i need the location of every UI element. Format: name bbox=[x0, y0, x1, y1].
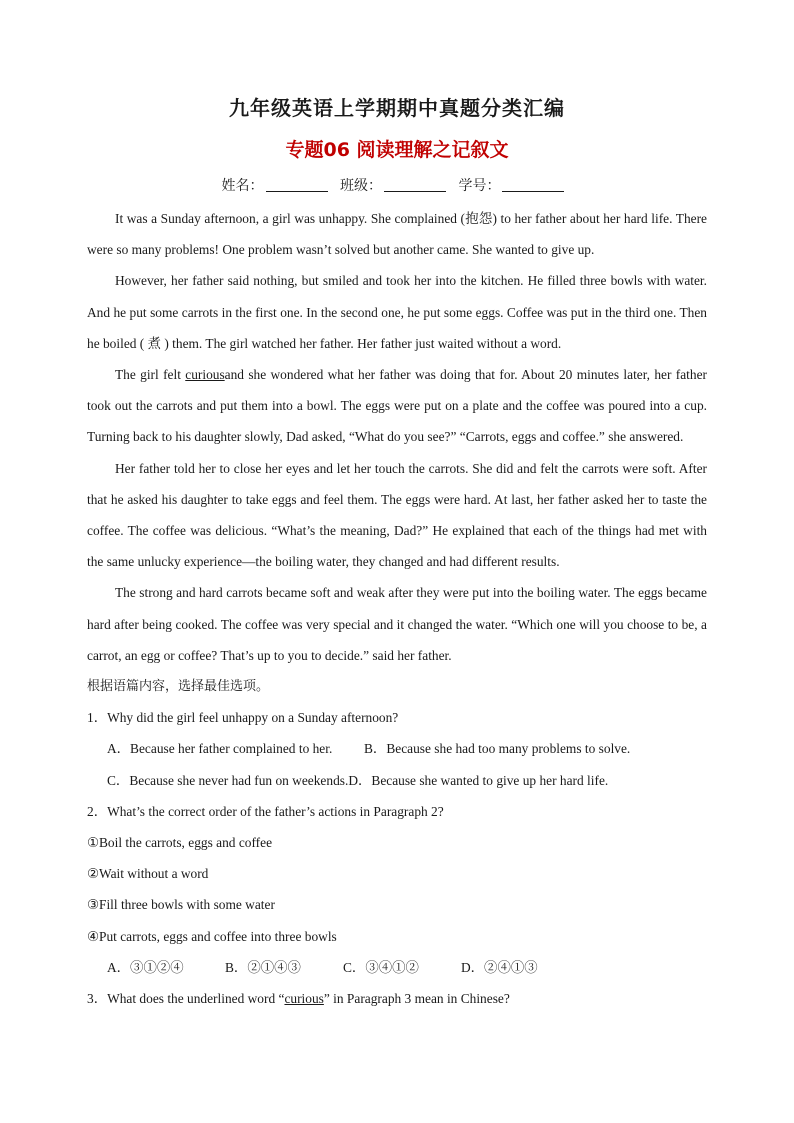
class-blank[interactable] bbox=[384, 177, 446, 192]
question-1-option-b[interactable]: B．Because she had too many problems to solve. bbox=[364, 741, 631, 757]
name-label: 姓名： bbox=[221, 178, 264, 194]
class-label: 班级： bbox=[340, 178, 382, 194]
question-1-option-d[interactable]: D．Because she wanted to give up her hard life. bbox=[348, 772, 609, 788]
question-2-step-3: ③Fill three bowls with some water bbox=[87, 897, 275, 913]
passage-paragraph-1: It was a Sunday afternoon, a girl was unhappy. She complained (抱怨) to her father about her hard life. There were so many problems! One problem wasn’t solved but another came. She wanted to give up. bbox=[87, 211, 707, 258]
page-title: 九年级英语上学期期中真题分类汇编 bbox=[229, 96, 565, 120]
student-info-line bbox=[0, 175, 794, 195]
question-2-option-d[interactable]: D．②④①③ bbox=[461, 959, 538, 975]
question-2-option-c[interactable]: C．③④①② bbox=[343, 959, 419, 975]
question-2-step-1: ①Boil the carrots, eggs and coffee bbox=[87, 835, 273, 851]
question-2-option-a[interactable]: A．③①②④ bbox=[107, 959, 184, 975]
underlined-word-curious: curious bbox=[185, 367, 225, 383]
q3-underlined-word: curious bbox=[284, 991, 324, 1007]
page-subtitle: 专题06 阅读理解之记叙文 bbox=[285, 139, 509, 161]
passage-paragraph-3 bbox=[87, 359, 707, 453]
question-1-stem: 1．Why did the girl feel unhappy on a Sunday afternoon? bbox=[87, 710, 399, 726]
question-2-step-4: ④Put carrots, eggs and coffee into three bowls bbox=[87, 928, 337, 944]
name-blank[interactable] bbox=[266, 177, 328, 192]
question-2-step-2: ②Wait without a word bbox=[87, 866, 209, 882]
p3-text-before: The girl felt bbox=[115, 367, 186, 383]
q3-text-after: ” in Paragraph 3 mean in Chinese? bbox=[323, 991, 510, 1007]
question-2-option-b[interactable]: B．②①④③ bbox=[225, 959, 301, 975]
question-2-stem: 2．What’s the correct order of the father’s actions in Paragraph 2? bbox=[87, 803, 444, 819]
question-1-option-c[interactable]: C．Because she never had fun on weekends. bbox=[107, 772, 349, 788]
p3-text-after: and she wondered what her father was doing that for. About 20 minutes later, her father took out the carrots and put them into a bowl. The eggs were put on a plate and the coffee was poured into a cup. Turning back to his daughter slowly, Dad asked, “What do you see?” “Carrots, eggs and coffee.” she answered. bbox=[87, 367, 707, 445]
question-3-stem bbox=[87, 983, 707, 1014]
question-2-options-row bbox=[87, 952, 707, 983]
question-1-option-a[interactable]: A．Because her father complained to her. bbox=[107, 741, 333, 757]
passage-paragraph-2: However, her father said nothing, but smiled and took her into the kitchen. He filled three bowls with water. And he put some carrots in the first one. In the second one, he put some eggs. Coffee was put in the third one. Then he boiled ( 煮 ) them. The girl watched her father. Her father just waited without a word. bbox=[87, 273, 707, 351]
id-label: 学号： bbox=[458, 178, 501, 194]
passage-paragraph-4: Her father told her to close her eyes and let her touch the carrots. She did and felt the carrots were soft. After that he asked his daughter to take eggs and feel them. The eggs were hard. At last, her father asked her to taste the coffee. The coffee was delicious. “What’s the meaning, Dad?” He explained that each of the things had met with the same unlucky experience—the boiling water, they changed and had different results. bbox=[87, 460, 707, 570]
question-1-options-row-2 bbox=[87, 765, 707, 796]
instruction-text: 根据语篇内容，选择最佳选项。 bbox=[87, 679, 270, 695]
question-1-options-row-1 bbox=[87, 733, 707, 764]
content-body bbox=[87, 203, 707, 1014]
passage-paragraph-5: The strong and hard carrots became soft and weak after they were put into the boiling water. The eggs became hard after being cooked. The coffee was very special and it changed the water. “Which one will you choose to be, a carrot, an egg or coffee? That’s up to you to decide.” said her father. bbox=[87, 585, 707, 663]
id-blank[interactable] bbox=[502, 177, 564, 192]
q3-text-before: 3．What does the underlined word “ bbox=[87, 991, 285, 1007]
